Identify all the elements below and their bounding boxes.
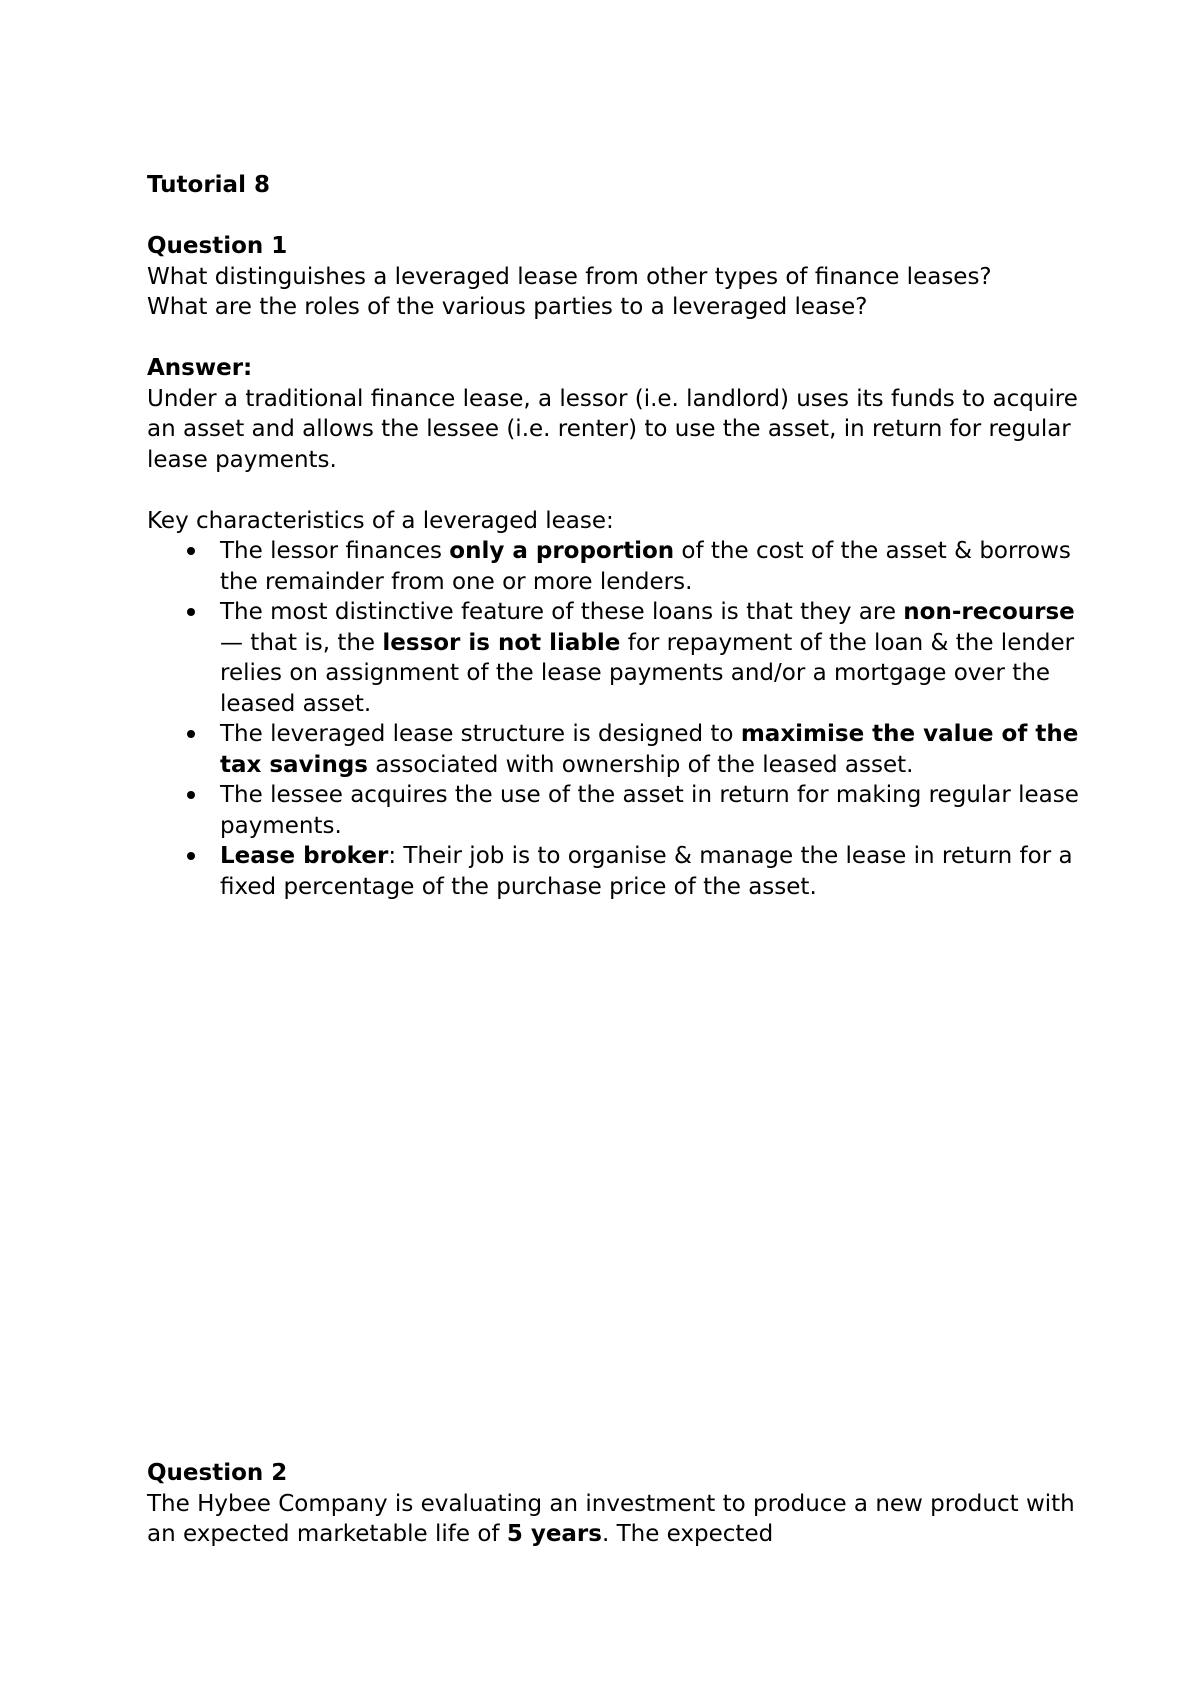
question-2-heading: Question 2 (147, 1460, 288, 1486)
question-1-heading: Question 1 (147, 233, 288, 259)
list-item: The leveraged lease structure is designed to maximise the value of the tax savings associated with ownership of the leased asset. (147, 719, 1087, 780)
key-characteristics-list (147, 536, 1087, 902)
question-2-section (147, 1458, 1087, 1550)
bullet-icon (187, 791, 195, 799)
answer-heading: Answer: (147, 355, 253, 381)
question-1-section (147, 231, 1087, 902)
bullet-icon (187, 852, 195, 860)
question-2-text: The Hybee Company is evaluating an investment to produce a new product with an expected marketable life of 5 years. The expected (147, 1490, 1075, 1547)
list-item: The lessee acquires the use of the asset in return for making regular lease payments. (147, 780, 1087, 841)
answer-paragraph: Under a traditional finance lease, a lessor (i.e. landlord) uses its funds to acquire an asset and allows the lessee (i.e. renter) to use the asset, in return for regular lease payments. (147, 385, 1078, 473)
list-item: Lease broker: Their job is to organise & manage the lease in return for a fixed percentage of the purchase price of the asset. (147, 841, 1087, 902)
question-1-text-line-2: What are the roles of the various parties to a leveraged lease? (147, 294, 868, 320)
bullet-icon (187, 730, 195, 738)
question-1-text-line-1: What distinguishes a leveraged lease from other types of finance leases? (147, 263, 992, 290)
list-item: The most distinctive feature of these loans is that they are non-recourse — that is, the lessor is not liable for repayment of the loan & the lender relies on assignment of the lease payments and/or a mortgage over the leased asset. (147, 597, 1087, 719)
list-item: The lessor finances only a proportion of the cost of the asset & borrows the remainder from one or more lenders. (147, 536, 1087, 597)
bullet-icon (187, 547, 195, 555)
document-title: Tutorial 8 (147, 172, 270, 198)
key-characteristics-intro: Key characteristics of a leveraged lease: (147, 507, 614, 534)
document-title-block (147, 170, 1087, 201)
bullet-icon (187, 608, 195, 616)
